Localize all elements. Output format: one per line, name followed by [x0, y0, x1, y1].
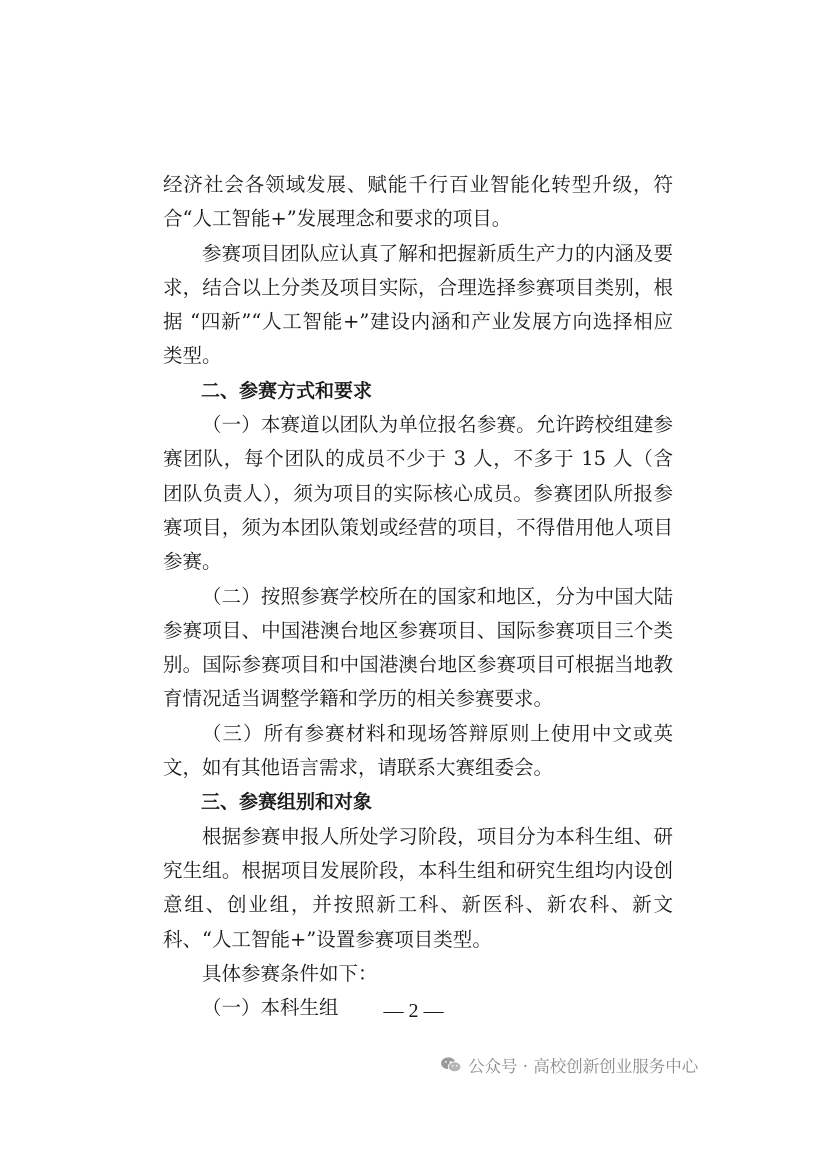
wechat-icon — [440, 1056, 462, 1074]
watermark-text: 公众号 · 高校创新创业服务中心 — [468, 1057, 699, 1076]
section-heading-participation: 二、参赛方式和要求 — [201, 379, 373, 402]
paragraph-rule-2: （二）按照参赛学校所在的国家和地区，分为中国大陆参赛项目、中国港澳台地区参赛项目、国际参赛项目三个类别。国际参赛项目和中国港澳台地区参赛项目可根据当地教育情况适当调整学籍和学历的相关参赛要求。 — [163, 584, 673, 711]
paragraph-groups: 根据参赛申报人所处学习阶段，项目分为本科生组、研究生组。根据项目发展阶段，本科生组和研究生组均内设创意组、创业组，并按照新工科、新医科、新农科、新文科、“人工智能+”设置参赛项目类型。 — [163, 824, 673, 951]
section-heading-groups: 三、参赛组别和对象 — [201, 791, 373, 814]
document-body — [163, 168, 673, 1025]
paragraph-team-guidance: 参赛项目团队应认真了解和把握新质生产力的内涵及要求，结合以上分类及项目实际，合理选择参赛项目类别，根据 “四新”“人工智能+”建设内涵和产业发展方向选择相应类型。 — [163, 241, 673, 368]
paragraph-undergrad-group: （一）本科生组 — [202, 996, 339, 1020]
paragraph-conditions-intro: 具体参赛条件如下： — [202, 961, 378, 985]
paragraph-rule-1: （一）本赛道以团队为单位报名参赛。允许跨校组建参赛团队，每个团队的成员不少于 3 人，不多于 15 人（含团队负责人），须为项目的实际核心成员。参赛团队所报参赛项目，须为本团队策划或经营的项目，不得借用他人项目参赛。 — [163, 413, 673, 574]
paragraph-continuation: 经济社会各领域发展、赋能千行百业智能化转型升级，符合“人工智能+”发展理念和要求的项目。 — [163, 173, 673, 231]
paragraph-rule-3: （三）所有参赛材料和现场答辩原则上使用中文或英文，如有其他语言需求，请联系大赛组委会。 — [163, 721, 673, 780]
watermark — [440, 1052, 698, 1078]
page-number: — 2 — — [383, 1000, 444, 1022]
